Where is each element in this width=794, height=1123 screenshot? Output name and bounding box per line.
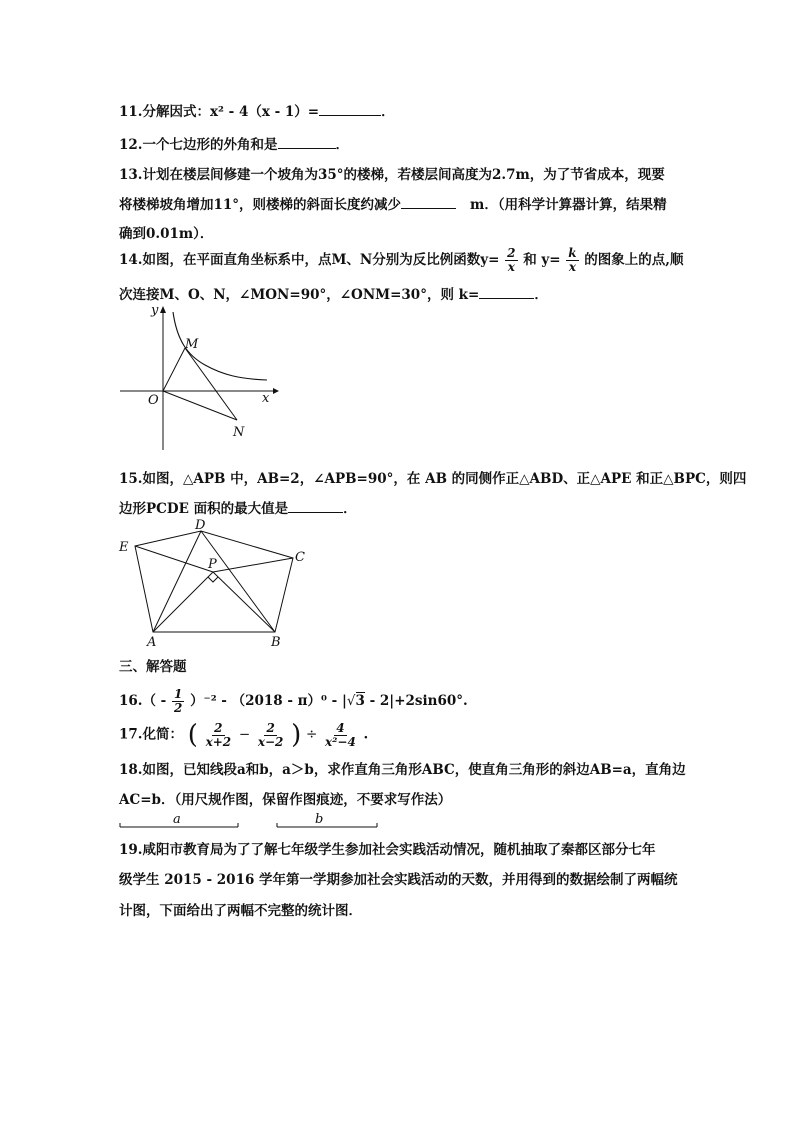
q16-part-b: ）⁻² - （2018 - π）⁰ - | (190, 693, 347, 709)
q14-line-1c: 的图象上的点,顺 (584, 252, 684, 268)
label-P: P (208, 557, 217, 572)
label-N: N (233, 425, 245, 440)
left-paren: ( (187, 720, 198, 750)
q11-number: 11. (119, 104, 143, 120)
q14-end: ． (534, 287, 548, 303)
q14-line-1b: 和 y= (523, 252, 561, 268)
q15-line-2-text: 边形PCDE 面积的最大值是 (119, 501, 289, 517)
q11-end: ． (381, 104, 395, 120)
label-x: x (262, 391, 270, 406)
right-angle-mark (208, 577, 218, 582)
label-E: E (119, 540, 129, 555)
segment-PB (213, 572, 275, 632)
q17-label: 17.化简： (119, 726, 183, 743)
right-paren: ) (291, 720, 302, 750)
fraction-2-over-x-minus-2: $\frac{2}{x-2}$ (257, 720, 284, 749)
answer-blank (319, 103, 381, 116)
label-C: C (295, 550, 305, 565)
label-D: D (195, 518, 206, 533)
segment-MN (185, 348, 237, 420)
q13-line-3: 确到0.01m）． (119, 226, 214, 242)
segment-OM (163, 348, 185, 391)
label-O: O (148, 393, 159, 408)
q15-end: ． (343, 501, 357, 517)
q14-line-1 (119, 247, 684, 274)
q17-end: . (363, 726, 369, 743)
q13-line-2b: m．（用科学计算器计算，结果精 (470, 197, 667, 213)
question-11 (119, 100, 395, 120)
label-a: a (173, 812, 181, 827)
y-axis-arrow (160, 306, 166, 313)
q12-number: 12. (119, 137, 143, 153)
label-A: A (147, 635, 157, 650)
label-M: M (185, 337, 199, 352)
sqrt-radicand: 3 (355, 693, 365, 709)
q15-figure (115, 515, 315, 650)
segment-ON (163, 391, 237, 420)
q13-line-1: 13.计划在楼层间修建一个坡角为35°的楼梯，若楼层间高度为2.7m，为了节省成本，现要 (119, 167, 665, 183)
question-16 (119, 688, 468, 715)
q19-line-2: 级学生 2015 - 2016 学年第一学期参加社会实践活动的天数，并用得到的数据绘制了两幅统 (119, 872, 678, 888)
q15-line-1: 15.如图，△APB 中，AB=2，∠APB=90°，在 AB 的同侧作正△ABD、正△APE 和正△BPC，则四 (119, 471, 747, 487)
fraction-k-over-x: $\frac{k}{x}$ (568, 246, 577, 274)
division-sign: ÷ (305, 726, 318, 743)
segment-AD (153, 531, 201, 632)
q14-figure (115, 300, 285, 450)
q14-line-1a: 14.如图，在平面直角坐标系中，点M、N分别为反比例函数y= (119, 252, 500, 268)
coordinate-graph (115, 300, 285, 450)
segment-PC (213, 558, 293, 572)
section-heading: 三、解答题 (119, 659, 187, 675)
answer-blank (278, 136, 336, 149)
label-b: b (315, 812, 324, 827)
q16-part-c: - 2|+2sin60°. (369, 693, 468, 709)
minus-sign: − (238, 726, 251, 743)
q18-line-2: AC=b．（用尺规作图，保留作图痕迹，不要求写作法） (119, 792, 452, 808)
label-y: y (151, 303, 159, 318)
q13-line-2 (119, 193, 667, 213)
segments-figure (115, 810, 385, 832)
answer-blank (401, 196, 456, 209)
fraction-1-over-2: $\frac{1}{2}$ (174, 687, 183, 715)
q14-line-2-text: 次连接M、O、N，∠MON=90°，∠ONM=30°，则 k= (119, 287, 480, 303)
sqrt-symbol: √ (346, 693, 356, 709)
question-17 (119, 720, 368, 750)
pentagon-diagram (115, 515, 315, 650)
q13-line-2a: 将楼梯坡角增加11°，则楼梯的斜面长度约减少 (119, 197, 402, 213)
q18-segments (115, 810, 385, 832)
segment-EP (135, 546, 213, 572)
q19-line-3: 计图，下面给出了两幅不完整的统计图． (119, 903, 362, 919)
answer-blank (288, 500, 343, 513)
q18-line-1: 18.如图，已知线段a和b，a＞b，求作直角三角形ABC，使直角三角形的斜边AB=a，直角边 (119, 762, 686, 778)
x-axis-arrow (273, 388, 279, 394)
question-12 (119, 133, 349, 153)
segment-AP (153, 572, 213, 632)
q19-line-1: 19.咸阳市教育局为了了解七年级学生参加社会实践活动情况，随机抽取了秦都区部分七年 (119, 842, 656, 858)
q16-part-a: 16.（ - (119, 693, 167, 709)
q11-text: 分解因式：x² - 4（x - 1）= (142, 104, 320, 120)
label-B: B (271, 635, 281, 650)
fraction-4-over-x2-minus-4: $\frac{4}{\text{x²−4}}$ (324, 720, 356, 749)
q15-line-2 (119, 497, 357, 517)
fraction-2-over-x-plus-2: $\frac{2}{x+2}$ (205, 720, 232, 749)
q12-end: ． (335, 137, 349, 153)
q12-text: 一个七边形的外角和是 (142, 137, 278, 153)
fraction-2-over-x: $\frac{2}{x}$ (507, 246, 516, 274)
answer-blank (479, 286, 534, 299)
